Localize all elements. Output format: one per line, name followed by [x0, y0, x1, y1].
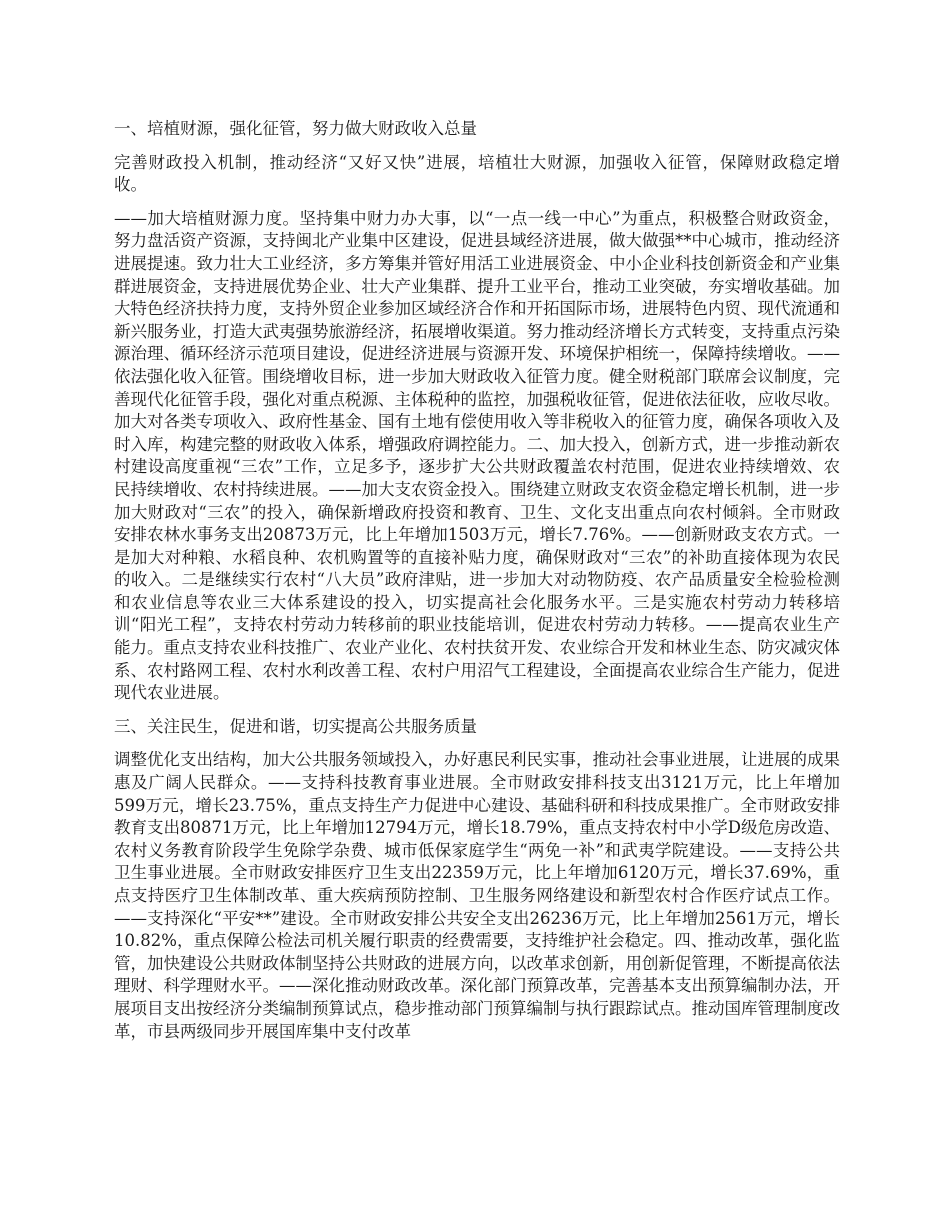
section-1-intro-paragraph: 完善财政投入机制，推动经济“又好又快”进展，培植壮大财源，加强收入征管，保障财政稳定增收。	[114, 152, 840, 195]
section-heading-3: 三、关注民生，促进和谐，切实提高公共服务质量	[114, 716, 477, 736]
document-page	[114, 118, 840, 1054]
section-heading-1: 一、培植财源，强化征管，努力做大财政收入总量	[114, 119, 477, 138]
section-3-body-paragraph: 调整优化支出结构，加大公共服务领域投入，办好惠民利民实事，推动社会事业进展，让进展的成果惠及广阔人民群众。——支持科技教育事业进展。全市财政安排科技支出3121万元，比上年增加599万元，增长23.75%，重点支持生产力促进中心建设、基础科研和科技成果推广。全市财政安排教育支出80871万元，比上年增加12794万元，增长18.79%，重点支持农村中小学D级危房改造、农村义务教育阶段学生免除学杂费、城市低保家庭学生“两免一补”和武夷学院建设。——支持公共卫生事业进展。全市财政安排医疗卫生支出22359万元，比上年增加6120万元，增长37.69%，重点支持医疗卫生体制改革、重大疾病预防控制、卫生服务网络建设和新型农村合作医疗试点工作。——支持深化“平安**”建设。全市财政安排公共安全支出26236万元，比上年增加2561万元，增长10.82%，重点保障公检法司机关履行职责的经费需要，支持维护社会稳定。四、推动改革，强化监管，加快建设公共财政体制坚持公共财政的进展方向，以改革求创新，用创新促管理，不断提高依法理财、科学理财水平。——深化推动财政改革。深化部门预算改革，完善基本支出预算编制办法，开展项目支出按经济分类编制预算试点，稳步推动部门预算编制与执行跟踪试点。推动国库管理制度改革，市县两级同步开展国库集中支付改革	[114, 750, 840, 1041]
section-1-body-paragraph: ——加大培植财源力度。坚持集中财力办大事，以“一点一线一中心”为重点，积极整合财政资金，努力盘活资产资源，支持闽北产业集中区建设，促进县域经济进展，做大做强**中心城市，推动经济进展提速。致力壮大工业经济，多方筹集并管好用活工业进展资金、中小企业科技创新资金和产业集群进展资金，支持进展优势企业、壮大产业集群、提升工业平台，推动工业突破，夯实增收基础。加大特色经济扶持力度，支持外贸企业参加区域经济合作和开拓国际市场，进展特色内贸、现代流通和新兴服务业，打造大武夷强势旅游经济，拓展增收渠道。努力推动经济增长方式转变，支持重点污染源治理、循环经济示范项目建设，促进经济进展与资源开发、环境保护相统一，保障持续增收。——依法强化收入征管。围绕增收目标，进一步加大财政收入征管力度。健全财税部门联席会议制度，完善现代化征管手段，强化对重点税源、主体税种的监控，加强税收征管，促进依法征收，应收尽收。加大对各类专项收入、政府性基金、国有土地有偿使用收入等非税收入的征管力度，确保各项收入及时入库，构建完整的财政收入体系，增强政府调控能力。二、加大投入，创新方式，进一步推动新农村建设高度重视“三农”工作，立足多予，逐步扩大公共财政覆盖农村范围，促进农业持续增效、农民持续增收、农村持续进展。——加大支农资金投入。围绕建立财政支农资金稳定增长机制，进一步加大财政对“三农”的投入，确保新增政府投资和教育、卫生、文化支出重点向农村倾斜。全市财政安排农林水事务支出20873万元，比上年增加1503万元，增长7.76%。——创新财政支农方式。一是加大对种粮、水稻良种、农机购置等的直接补贴力度，确保财政对“三农”的补助直接体现为农民的收入。二是继续实行农村“八大员”政府津贴，进一步加大对动物防疫、农产品质量安全检验检测和农业信息等农业三大体系建设的投入，切实提高社会化服务水平。三是实施农村劳动力转移培训“阳光工程”，支持农村劳动力转移前的职业技能培训，促进农村劳动力转移。——提高农业生产能力。重点支持农业科技推广、农业产业化、农村扶贫开发、农业综合开发和林业生态、防灾减灾体系、农村路网工程、农村水利改善工程、农村户用沼气工程建设，全面提高农业综合生产能力，促进现代农业进展。	[114, 208, 840, 703]
